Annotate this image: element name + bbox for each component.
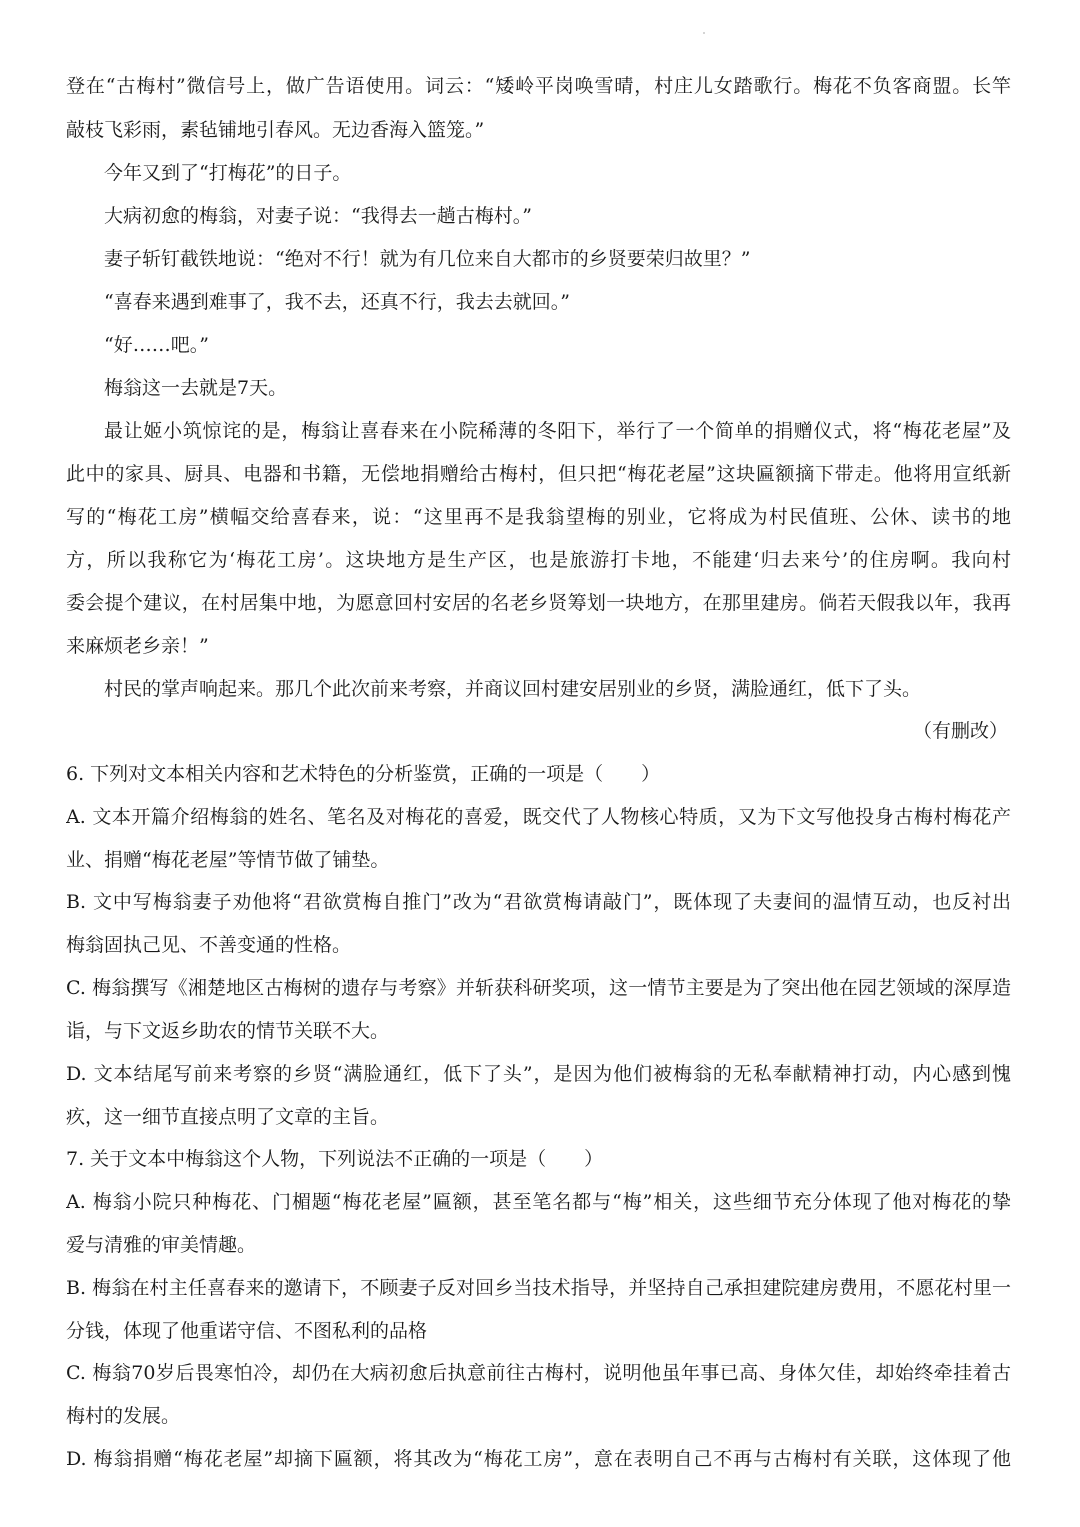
question-6-option-d-cont: 疚，这一细节直接点明了文章的主旨。 (66, 1106, 390, 1128)
paragraph-8: 村民的掌声响起来。那几个此次前来考察，并商议回村建安居别业的乡贤，满脸通红，低下了头。 (104, 678, 922, 700)
underlined-line-2: 敲枝飞彩雨，素毡铺地引春风。无边香海入篮笼。” (66, 119, 485, 141)
question-6-option-a: A. 文本开篇介绍梅翁的姓名、笔名及对梅花的喜爱，既交代了人物核心特质，又为下文写他投身古梅村梅花产 (66, 806, 1011, 828)
question-7-option-c-cont: 梅村的发展。 (66, 1405, 181, 1427)
question-6-option-d: D. 文本结尾写前来考察的乡贤“满脸通红，低下了头”，是因为他们被梅翁的无私奉献精神打动，内心感到愧 (66, 1063, 1011, 1085)
question-7-stem: 7. 关于文本中梅翁这个人物，下列说法不正确的一项是（ ） (66, 1148, 604, 1170)
paragraph-5: “好……吧。” (104, 334, 209, 356)
underlined-line-1: 登在“古梅村”微信号上，做广告语使用。词云：“矮岭平岗唤雪晴，村庄儿女踏歌行。梅花不负客商盟。长竿 (66, 75, 1011, 97)
paragraph-4: “喜春来遇到难事了，我不去，还真不行，我去去就回。” (104, 291, 570, 313)
question-6-option-b-cont: 梅翁固执己见、不善变通的性格。 (66, 934, 352, 956)
question-6-option-b: B. 文中写梅翁妻子劝他将“君欲赏梅自推门”改为“君欲赏梅请敲门”，既体现了夫妻间的温情互动，也反衬出 (66, 891, 1011, 913)
question-7-option-b-cont: 分钱，体现了他重诺守信、不图私利的品格 (66, 1320, 428, 1342)
question-7-option-b: B. 梅翁在村主任喜春来的邀请下，不顾妻子反对回乡当技术指导，并坚持自己承担建院建房费用，不愿花村里一 (66, 1277, 1011, 1299)
paragraph-7-line: 写的“梅花工房”横幅交给喜春来，说：“这里再不是我翁望梅的别业，它将成为村民值班、公休、读书的地 (66, 506, 1011, 528)
question-6-option-a-cont: 业、捐赠“梅花老屋”等情节做了铺垫。 (66, 849, 390, 871)
question-7-option-c: C. 梅翁70岁后畏寒怕冷，却仍在大病初愈后执意前往古梅村，说明他虽年事已高、身体欠佳，却始终牵挂着古 (66, 1362, 1011, 1384)
paragraph-7-line: 方，所以我称它为‘梅花工房’。这块地方是生产区，也是旅游打卡地，不能建‘归去来兮’的住房啊。我向村 (66, 549, 1011, 571)
question-7-option-a-cont: 爱与清雅的审美情趣。 (66, 1234, 257, 1256)
scan-dot (703, 32, 705, 34)
paragraph-7-line: 最让姬小筑惊诧的是，梅翁让喜春来在小院稀薄的冬阳下，举行了一个简单的捐赠仪式，将“梅花老屋”及 (104, 420, 1011, 442)
paragraph-7-line: 来麻烦老乡亲！” (66, 635, 209, 657)
paragraph-6: 梅翁这一去就是7天。 (104, 377, 288, 399)
paragraph-2: 大病初愈的梅翁，对妻子说：“我得去一趟古梅村。” (104, 205, 532, 227)
paragraph-3: 妻子斩钉截铁地说：“绝对不行！就为有几位来自大都市的乡贤要荣归故里？” (104, 248, 751, 270)
question-6-option-c-cont: 诣，与下文返乡助农的情节关联不大。 (66, 1020, 390, 1042)
question-7-option-d: D. 梅翁捐赠“梅花老屋”却摘下匾额，将其改为“梅花工房”，意在表明自己不再与古梅村有关联，这体现了他 (66, 1448, 1011, 1470)
paragraph-1: 今年又到了“打梅花”的日子。 (104, 162, 352, 184)
paragraph-7-line: 委会提个建议，在村居集中地，为愿意回村安居的名老乡贤筹划一块地方，在那里建房。倘若天假我以年，我再 (66, 592, 1011, 614)
question-6-stem: 6. 下列对文本相关内容和艺术特色的分析鉴赏，正确的一项是（ ） (66, 763, 661, 785)
question-7-option-a: A. 梅翁小院只种梅花、门楣题“梅花老屋”匾额，甚至笔名都与“梅”相关，这些细节充分体现了他对梅花的挚 (66, 1191, 1011, 1213)
edited-note: （有删改） (912, 720, 1008, 742)
question-6-option-c: C. 梅翁撰写《湘楚地区古梅树的遗存与考察》并斩获科研奖项，这一情节主要是为了突出他在园艺领域的深厚造 (66, 977, 1011, 999)
paragraph-7-line: 此中的家具、厨具、电器和书籍，无偿地捐赠给古梅村，但只把“梅花老屋”这块匾额摘下带走。他将用宣纸新 (66, 463, 1011, 485)
